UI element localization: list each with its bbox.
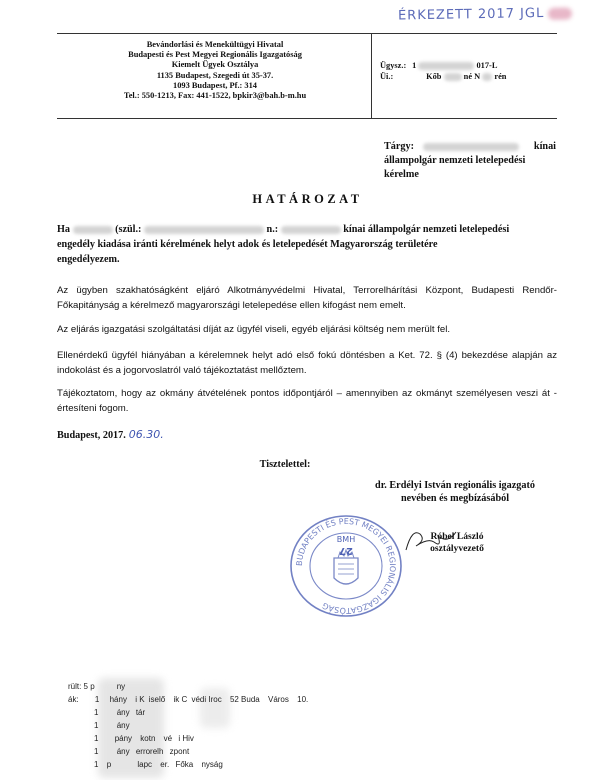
- subject-line-2: állampolgár nemzeti letelepedési: [384, 155, 526, 166]
- received-stamp: [398, 5, 573, 23]
- decision-paragraph: [57, 222, 557, 267]
- handler-frag-1: Kőb: [426, 72, 442, 81]
- redaction-mark: [444, 73, 462, 81]
- deputy-title: osztályvezető: [430, 543, 484, 554]
- seal-outer-ring: [291, 516, 401, 616]
- case-number-prefix: 1: [412, 61, 417, 70]
- office-postbox: 1093 Budapest, Pf.: 314: [173, 80, 257, 90]
- redaction-mark: [73, 226, 113, 234]
- decision-frag-3: n.:: [266, 224, 279, 235]
- handler-label: Üi.:: [380, 72, 394, 81]
- decision-line-3: engedélyezem.: [57, 254, 120, 265]
- issuing-office-block: [60, 40, 370, 101]
- distribution-row: 1 p lapc er. Főka nyság: [94, 760, 223, 769]
- handler-frag-3: rén: [494, 72, 507, 81]
- reference-block: [380, 60, 506, 82]
- distribution-row: 1 ány tár: [94, 708, 146, 717]
- fee-paragraph: Az eljárás igazgatási szolgáltatási díját az ügyfél viseli, egyéb eljárási költség nem merült fel.: [57, 324, 451, 335]
- subject-label: Tárgy:: [384, 141, 414, 152]
- official-seal: [286, 512, 406, 620]
- distribution-list: [68, 680, 308, 771]
- authority-paragraph: Az ügyben szakhatóságként eljáró Alkotmányvédelmi Hivatal, Terrorelhárítási Központ, Budapesti Rendőr-Főkapitányság a kérelmező magyarországi letelepedése ellen kifogást nem emelt.: [57, 285, 557, 311]
- redaction-mark: [482, 73, 492, 81]
- subject-line-1-tail: kínai: [533, 141, 556, 152]
- handler-frag-2: né N: [463, 72, 481, 81]
- office-name: Bevándorlási és Menekültügyi Hivatal: [146, 40, 284, 49]
- header-top-rule: [57, 33, 557, 34]
- header-bottom-rule: [57, 118, 557, 119]
- signer-authority: nevében és megbízásából: [400, 493, 510, 504]
- decision-line-1: [57, 222, 557, 237]
- header-divider: [371, 33, 372, 118]
- case-number-label: Ügysz.:: [380, 61, 407, 70]
- document-title: HATÁROZAT: [252, 192, 363, 206]
- subject-line-1: [384, 140, 556, 154]
- distribution-row: 1 ány: [94, 721, 130, 730]
- decision-frag-2: (szül.:: [115, 224, 142, 235]
- distribution-row: 1 pány kotn vé i Hiv: [94, 734, 194, 743]
- distribution-row: 1 ány errorelh zpont: [94, 747, 190, 756]
- date-printed: Budapest, 2017.: [57, 430, 126, 441]
- signer-block: [340, 479, 570, 505]
- date-line: [57, 428, 164, 441]
- office-directorate: Budapesti és Pest Megyei Regionális Igazgatóság: [128, 50, 302, 60]
- seal-number: 27: [339, 545, 353, 556]
- deputy-block: [412, 531, 502, 555]
- subject-block: [384, 140, 556, 182]
- legal-basis-paragraph: Ellenérdekű ügyfél hiányában a kérelemnek helyt adó első fokú döntésben a Ket. 72. § (4) bekezdése alapján az indokolást és a jogorvoslatról való tájékoztatást mellőztem.: [57, 350, 557, 376]
- case-number-row: [380, 60, 506, 71]
- subject-line-3: kérelme: [384, 169, 419, 180]
- redaction-mark: [548, 7, 572, 19]
- signer-name: dr. Erdélyi István regionális igazgató: [375, 480, 535, 491]
- distribution-row: ák: 1 hány i K iselő ik C védi Iroc 52 Buda Város 10.: [68, 695, 309, 704]
- decision-frag-4: kínai állampolgár nemzeti letelepedési: [343, 224, 510, 235]
- redaction-mark: [418, 62, 474, 70]
- redaction-mark: [281, 226, 341, 234]
- office-contact: Tel.: 550-1213, Fax: 441-1522, bpkir3@bah.b-m.hu: [123, 91, 307, 101]
- distribution-row: rült: 5 p ny: [68, 682, 126, 691]
- date-handwritten: 06.30.: [128, 428, 164, 441]
- deputy-name: Róbel László: [430, 531, 484, 542]
- closing-salutation: Tisztelettel:: [259, 459, 311, 470]
- office-department: Kiemelt Ügyek Osztálya: [171, 60, 259, 70]
- office-address: 1135 Budapest, Szegedi út 35-37.: [156, 70, 274, 80]
- redaction-mark: [144, 226, 264, 234]
- handler-row: [380, 71, 506, 82]
- seal-ring-text: BUDAPESTI ÉS PEST MEGYEI REGIONÁLIS IGAZGATÓSÁG: [294, 516, 398, 616]
- received-stamp-text: ÉRKEZETT 2017 JGL: [397, 5, 545, 24]
- decision-frag-1: Ha: [57, 224, 71, 235]
- decision-line-2: engedély kiadása iránti kérelmének helyt adok és letelepedését Magyarország területére: [57, 239, 438, 250]
- case-number-suffix: 017-L: [476, 61, 498, 70]
- notice-paragraph: Tájékoztatom, hogy az okmány átvételének pontos időpontjáról – amennyiben az okmányt személyesen veszi át - értesíteni fogom.: [57, 388, 557, 414]
- seal-top-text: BMH: [336, 535, 356, 544]
- redaction-mark: [423, 143, 519, 151]
